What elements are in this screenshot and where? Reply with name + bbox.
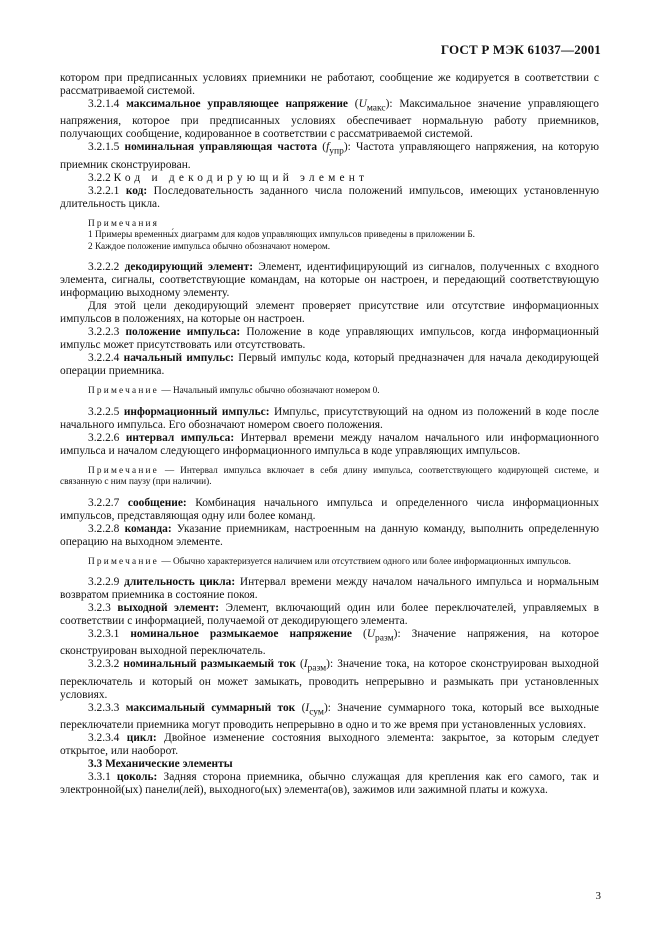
definition-text: Двойное изменение состояния выходного элемента: закрытое, за которым следует открытое, или наоборот. (60, 731, 599, 757)
symbol: f (326, 141, 330, 154)
clause-3-2-1-4: 3.2.1.4 максимальное управляющее напряжение $(U_{макс})$: Максимальное значение управляющего напряжения, которое при предписанных условиях обеспечивает нормальную работу приемников, получающих сообщение, кодированное в соответствии с рассматриваемой системой. (60, 98, 599, 141)
clause-number: 3.2.2.6 (88, 431, 120, 444)
term-bold: номинальное размыкаемое напряжение (130, 628, 352, 641)
definition-text: Последовательность заданного числа положений импульсов, имеющих установленную длительность цикла. (60, 184, 599, 210)
term-bold: максимальный суммарный ток (125, 701, 296, 714)
clause-3-2-3-3: 3.2.3.3 максимальный суммарный ток $(I_{сум})$: Значение суммарного тока, который все выходные переключатели приемника могут проводить непрерывно в одно и то же время при установленных условиях. (60, 701, 599, 731)
clause-3-2-2-6 (60, 432, 599, 458)
definition-text: ): Значение напряжения, на которое сконструирован выходной переключатель. (60, 628, 599, 658)
definition-text: ): Максимальное значение управляющего напряжения, которое при предписанных условиях обеспечивает нормальную работу приемников, получающих сообщение, кодированное в соответствии с рассматриваемой системой. (60, 98, 599, 141)
section-3-2-2-title (60, 172, 599, 185)
clause-number: 3.2.2.8 (88, 522, 120, 535)
clause-3-2-2-1 (60, 185, 599, 211)
clause-3-2-3 (60, 602, 599, 628)
clause-number: 3.2.2.3 (88, 326, 120, 339)
definition-text: Комбинация начального импульса и определенного числа информационных импульсов, представляющая одну или более команд. (60, 496, 599, 522)
note-text: — Интервал импульса включает в себя длину импульса, соответствующего кодирующей системе, и связанную с ним паузу (при наличии). (60, 465, 599, 488)
clause-number: 3.2.3.2 (88, 658, 120, 671)
term-bold: номинальный размыкаемый ток (123, 658, 296, 671)
clause-3-2-2-7 (60, 497, 599, 523)
clause-number: 3.2.3 (88, 602, 111, 615)
term-bold: положение импульса: (125, 326, 241, 339)
clause-3-2-2-2 (60, 261, 599, 300)
paragraph (60, 300, 599, 326)
term-bold: код: (125, 184, 148, 197)
symbol-subscript: разм (307, 663, 327, 674)
symbol-subscript: макс (366, 103, 386, 114)
definition-text: Первый импульс кода, который предназначен для начала декодирующей операции приемника. (60, 352, 599, 378)
term-bold: информационный импульс: (123, 405, 270, 418)
definition-text: ): Частота управляющего напряжения, на которую приемник сконструирован. (60, 141, 599, 171)
clause-3-2-2-4 (60, 352, 599, 378)
clause-3-2-2-3 (60, 326, 599, 352)
clause-3-2-1-5: 3.2.1.5 номинальная управляющая частота $(f_{упр})$: Частота управляющего напряжения, на которую приемник сконструирован. (60, 141, 599, 171)
clause-number: 3.3.1 (88, 770, 111, 783)
paragraph-continuation (60, 72, 599, 98)
clause-number: 3.2.3.3 (88, 701, 120, 714)
definition-text: Элемент, идентифицирующий из сигналов, полученных с входного элемента, сигналы, соответствующие командам, на которые он настроен, и передающий соответствующую информацию выходному элементу. (60, 261, 599, 300)
spaced-heading: Код и декодирующий элемент (113, 171, 369, 184)
definition-text: Задняя сторона приемника, обычно служащая для крепления как его самого, так и электронной(ых) панели(лей), выходного(ых) элемента(ов), зажимов или зажимной платы и кожуха. (60, 770, 599, 796)
notes-label-text: Примечания (88, 218, 160, 229)
term-bold: сообщение: (127, 496, 187, 509)
clause-number: 3.2.2.7 (88, 496, 120, 509)
symbol-subscript: упр (329, 146, 344, 157)
term-bold: номинальная управляющая частота (124, 141, 318, 154)
symbol: I (303, 658, 308, 671)
note (60, 466, 599, 489)
definition-text: Положение в коде управляющих импульсов, когда информационный импульс может присутствовать или отсутствовать. (60, 326, 599, 352)
clause-number: 3.2.3.4 (88, 731, 120, 744)
term-bold: выходной элемент: (117, 602, 220, 615)
definition-text: Элемент, включающий один или более переключателей, управляемых в соответствии с информацией, получаемой от декодирующего элемента. (60, 602, 599, 628)
term-bold: команда: (124, 522, 172, 535)
clause-3-3-1 (60, 771, 599, 797)
clause-3-2-3-4 (60, 732, 599, 758)
definition-text: Интервал времени между началом начального или информационного импульса и началом следующего информационного импульса в коде управляющих импульсов. (60, 431, 599, 457)
definition-text: Импульс, присутствующий на одном из положений в коде после начального импульса. Его обозначают номером своего положения. (60, 405, 599, 431)
note-label: Примечание (88, 465, 159, 476)
clause-number: 3.2.2.1 (88, 184, 120, 197)
paragraph-text: котором при предписанных условиях приемники не работают, сообщение же кодируется в соответствии с рассматриваемой системой. (60, 72, 599, 97)
symbol-subscript: сум (309, 706, 324, 717)
section-heading: 3.3 Механические элементы (88, 757, 233, 770)
term-bold: цоколь: (116, 770, 158, 783)
clause-number: 3.2.1.4 (88, 98, 120, 110)
note (60, 557, 599, 569)
note-label: Примечание (88, 556, 159, 567)
symbol: U (366, 628, 376, 641)
page-number: 3 (595, 890, 601, 902)
symbol: U (358, 98, 367, 110)
note-text: 2 Каждое положение импульса обычно обозначают номером. (88, 241, 331, 252)
definition-text: ): Значение тока, на которое сконструирован выходной переключатель и который он может замыкать, проводить непрерывно и размыкать при установленных условиях. (60, 658, 599, 701)
definition-text: Интервал времени между началом начального импульса и нормальным возвратом приемника в состояние покоя. (60, 576, 599, 602)
symbol-subscript: разм (375, 633, 394, 644)
clause-number: 3.2.3.1 (88, 628, 120, 641)
notes-label (60, 219, 599, 231)
symbol: I (305, 701, 310, 714)
page-body (60, 72, 599, 797)
term-bold: длительность цикла: (124, 576, 236, 589)
definition-text: Указание приемникам, настроенным на данную команду, выполнить определенную операцию на выходном элементе. (60, 522, 599, 548)
clause-number: 3.2.2.5 (88, 405, 120, 418)
note-text: 1 Примеры временны́х диаграмм для кодов управляющих импульсов приведены в приложении Б. (88, 230, 476, 241)
paragraph-text: Для этой цели декодирующий элемент проверяет присутствие или отсутствие информационных импульсов в положениях, на которые он настроен. (60, 300, 599, 326)
definition-text: ): Значение суммарного тока, который все выходные переключатели приемника могут проводить непрерывно в одно и то же время при установленных условиях. (60, 701, 599, 731)
term-bold: декодирующий элемент: (124, 261, 253, 274)
note-label: Примечание (88, 386, 159, 397)
clause-number: 3.2.2.2 (88, 261, 120, 274)
clause-number: 3.2.2.9 (88, 576, 120, 589)
term-bold: начальный импульс: (123, 352, 234, 365)
clause-3-2-2-8 (60, 523, 599, 549)
clause-number: 3.2.1.5 (88, 141, 120, 154)
clause-number: 3.2.2.4 (88, 352, 120, 365)
note-text: — Обычно характеризуется наличием или отсутствием одного или более информационных импульсов. (161, 556, 572, 567)
clause-3-2-3-1: 3.2.3.1 номинальное размыкаемое напряжение $(U_{разм})$: Значение напряжения, на которое сконструирован выходной переключатель. (60, 628, 599, 658)
term-bold: цикл: (126, 731, 157, 744)
document-header: ГОСТ Р МЭК 61037—2001 (440, 42, 601, 57)
section-3-3-heading (60, 758, 599, 771)
clause-3-2-3-2: 3.2.3.2 номинальный размыкаемый ток $(I_{разм})$: Значение тока, на которое сконструирован выходной переключатель и который он может замыкать, проводить непрерывно и размыкать при установленных условиях. (60, 658, 599, 701)
note-1 (60, 230, 599, 242)
term-bold: максимальное управляющее напряжение (126, 98, 348, 110)
clause-3-2-2-5 (60, 406, 599, 432)
clause-3-2-2-9 (60, 576, 599, 602)
note-text: — Начальный импульс обычно обозначают номером 0. (161, 386, 380, 397)
term-bold: интервал импульса: (125, 431, 235, 444)
clause-number: 3.2.2 (88, 171, 111, 184)
note-2 (60, 242, 599, 254)
note (60, 386, 599, 398)
